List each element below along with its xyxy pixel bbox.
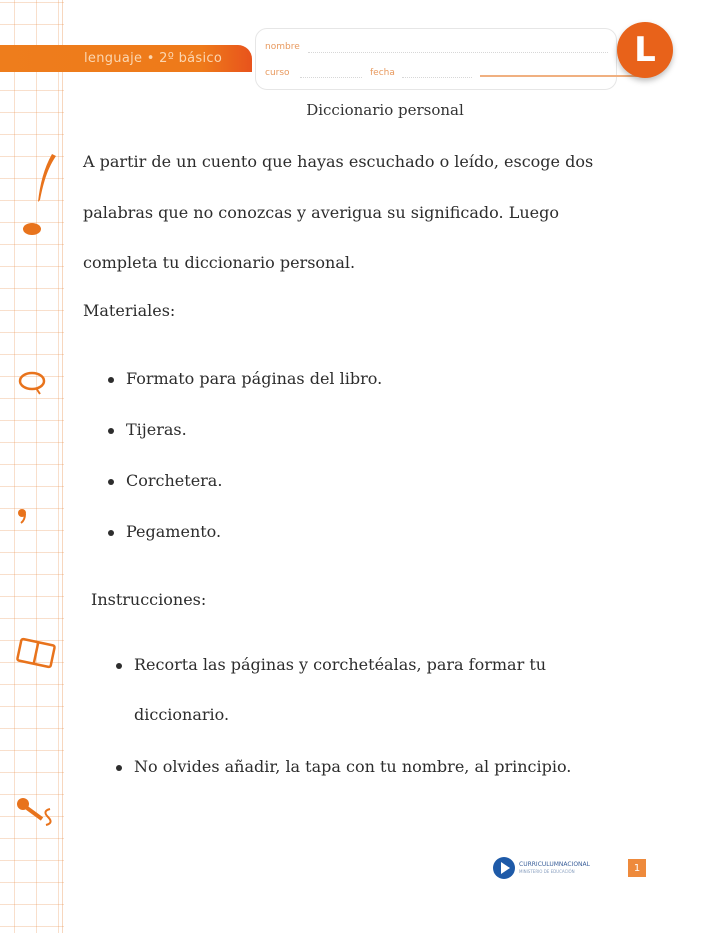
microphone-icon	[14, 795, 58, 829]
course-field[interactable]	[300, 77, 362, 78]
name-field[interactable]	[308, 52, 608, 53]
intro-line: A partir de un cuento que hayas escuchado o leído, escoge dos	[83, 152, 594, 171]
grid-edge	[62, 0, 63, 933]
materials-item: Formato para páginas del libro.	[126, 369, 383, 388]
logo-text: CURRICULUMNACIONAL	[519, 861, 590, 868]
date-field[interactable]	[402, 77, 472, 78]
page-number: 1	[628, 859, 646, 877]
instructions-item: Recorta las páginas y corchetéalas, para formar tu	[134, 655, 547, 674]
grid-margin	[0, 0, 64, 933]
subject-badge: L	[617, 22, 673, 78]
intro-line: completa tu diccionario personal.	[83, 253, 356, 272]
instructions-item-continuation: diccionario.	[134, 705, 230, 724]
book-icon	[14, 636, 58, 670]
materials-item: Corchetera.	[126, 471, 223, 490]
student-info-form	[255, 28, 617, 90]
instructions-label: Instrucciones:	[91, 590, 207, 609]
exclamation-icon	[18, 150, 62, 240]
date-label: fecha	[370, 68, 395, 78]
speech-bubble-icon	[16, 368, 50, 396]
materials-label: Materiales:	[83, 301, 176, 320]
instructions-item: No olvides añadir, la tapa con tu nombre, al principio.	[134, 757, 572, 776]
comma-icon	[16, 508, 30, 524]
curriculum-logo	[493, 857, 590, 879]
materials-item: Tijeras.	[126, 420, 187, 439]
course-label: curso	[265, 68, 290, 78]
play-logo-icon	[493, 857, 515, 879]
name-label: nombre	[265, 42, 300, 52]
materials-item: Pegamento.	[126, 522, 222, 541]
intro-line: palabras que no conozcas y averigua su significado. Luego	[83, 203, 559, 222]
form-tail-line	[480, 75, 640, 77]
subject-label: lenguaje • 2º básico	[84, 51, 223, 66]
page-title: Diccionario personal	[306, 101, 464, 119]
logo-subtext: MINISTERIO DE EDUCACIÓN	[519, 869, 575, 874]
